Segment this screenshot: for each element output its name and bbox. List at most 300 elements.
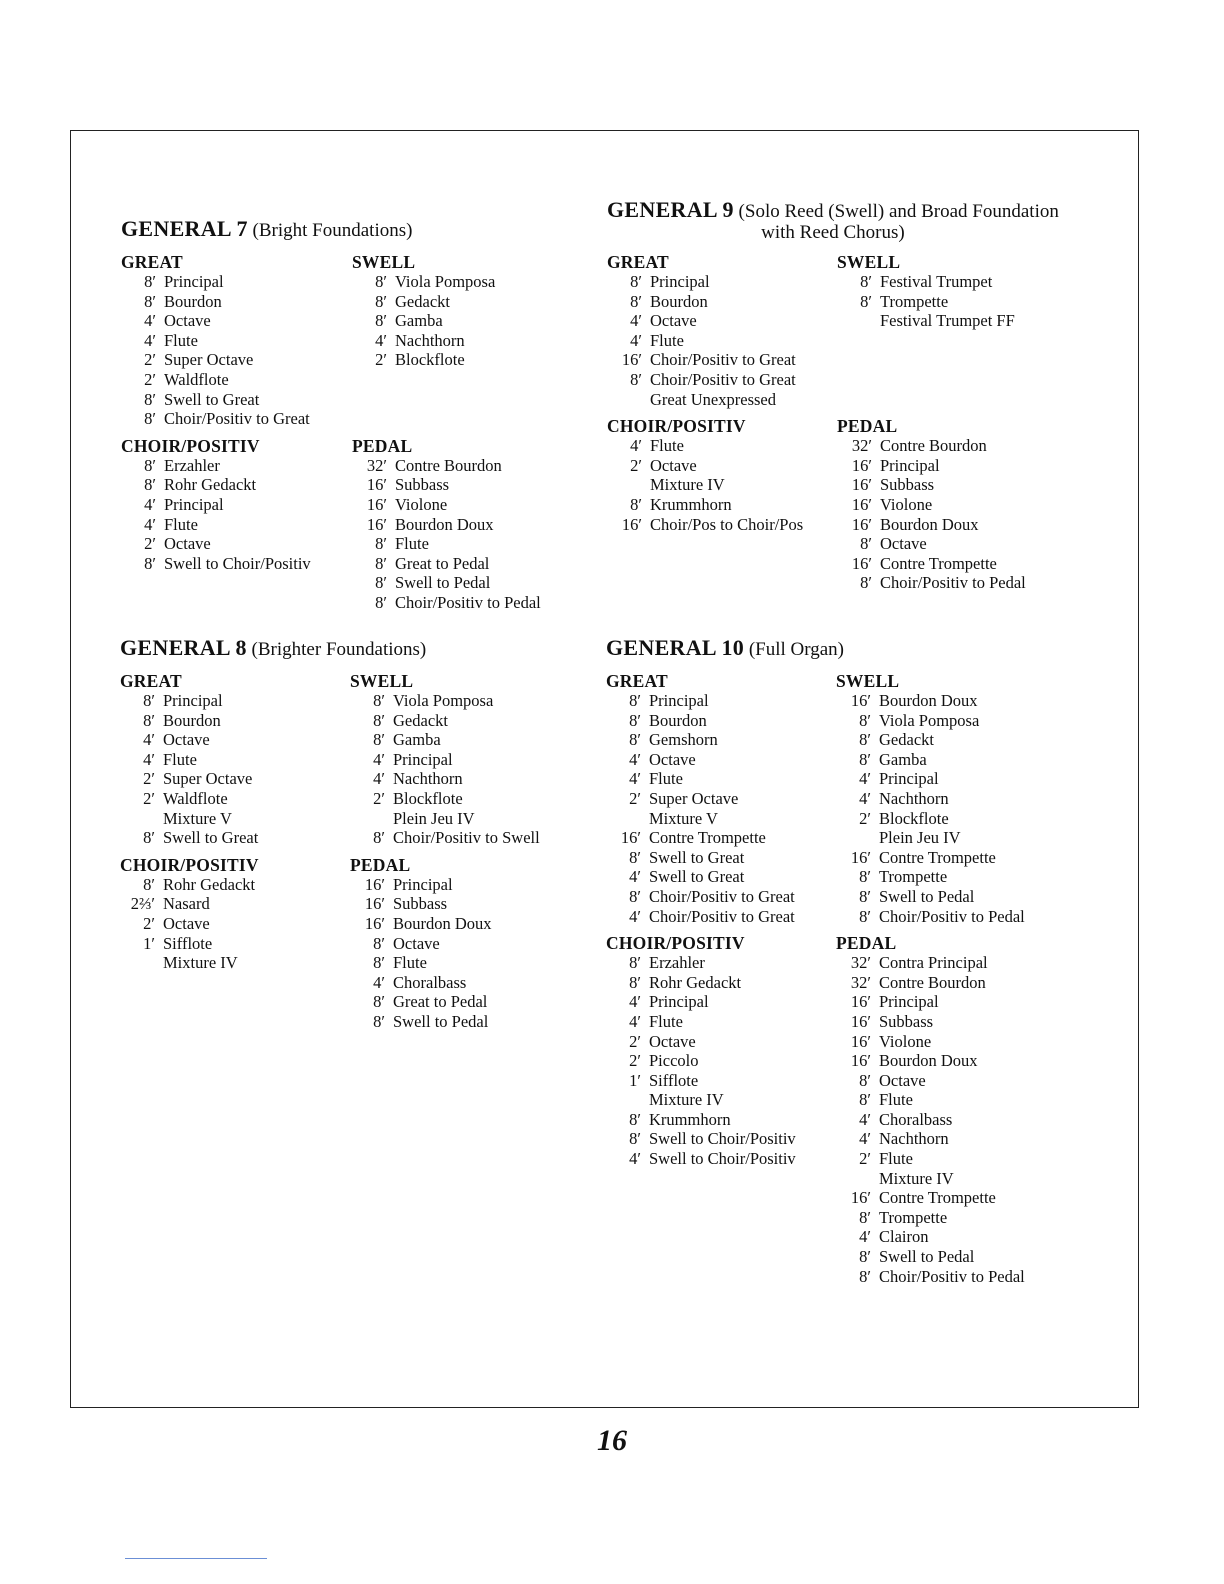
stop-name: Bourdon bbox=[649, 710, 707, 730]
stop-name: Choir/Positiv to Great bbox=[650, 350, 796, 370]
stop-row bbox=[352, 272, 541, 292]
stop-pitch: 8′ bbox=[859, 906, 871, 926]
stop-row bbox=[350, 828, 540, 848]
stop-row bbox=[350, 934, 540, 954]
stop-name: Flute bbox=[649, 1011, 683, 1031]
stop-pitch: 8′ bbox=[629, 886, 641, 906]
stop-name: Nasard bbox=[163, 894, 210, 914]
stop-row bbox=[836, 730, 1025, 750]
stop-name: Mixture IV bbox=[163, 953, 238, 973]
stop-pitch: 8′ bbox=[629, 710, 641, 730]
stop-name: Subbass bbox=[880, 475, 935, 495]
stop-name: Piccolo bbox=[649, 1051, 699, 1071]
stop-name: Contre Trompette bbox=[880, 553, 997, 573]
stop-row bbox=[352, 495, 541, 515]
stop-name: Mixture V bbox=[163, 808, 232, 828]
division-great bbox=[120, 671, 259, 848]
stop-name: Choir/Positiv to Swell bbox=[393, 828, 540, 848]
stop-row bbox=[120, 914, 259, 934]
stop-pitch: 8′ bbox=[373, 933, 385, 953]
stop-pitch bbox=[352, 390, 395, 410]
stop-pitch: 8′ bbox=[375, 592, 387, 612]
stop-row bbox=[121, 370, 311, 390]
stop-name: Rohr Gedackt bbox=[164, 475, 257, 495]
stop-pitch bbox=[607, 475, 650, 495]
stop-name: Flute bbox=[164, 330, 198, 350]
stop-pitch: 32′ bbox=[850, 953, 871, 973]
stop-name: Plein Jeu IV bbox=[393, 808, 475, 828]
stop-row bbox=[352, 390, 541, 410]
stop-name: Choir/Pos to Choir/Pos bbox=[650, 514, 804, 534]
stop-pitch: 16′ bbox=[851, 494, 872, 514]
stop-row bbox=[352, 370, 541, 390]
stop-pitch bbox=[352, 370, 395, 390]
stop-name: Bourdon Doux bbox=[879, 1051, 978, 1071]
stop-pitch: 16′ bbox=[851, 514, 872, 534]
stop-name bbox=[880, 370, 884, 390]
division-choir-positiv bbox=[121, 436, 311, 574]
stop-row bbox=[121, 534, 311, 554]
stop-pitch: 16′ bbox=[851, 475, 872, 495]
division-title: CHOIR/POSITIV bbox=[120, 854, 259, 875]
stop-name: Trompette bbox=[880, 291, 949, 311]
stop-row bbox=[352, 292, 541, 312]
general-subtitle: (Solo Reed (Swell) and Broad Foundation bbox=[738, 201, 1059, 222]
stop-pitch: 8′ bbox=[144, 272, 156, 291]
division-title: PEDAL bbox=[352, 435, 413, 456]
general-7 bbox=[121, 216, 541, 612]
division-title: SWELL bbox=[352, 252, 416, 272]
stop-pitch: 4′ bbox=[629, 1149, 641, 1169]
stop-pitch: 8′ bbox=[859, 867, 871, 887]
stop-pitch: 8′ bbox=[375, 272, 387, 291]
stop-row bbox=[607, 456, 803, 476]
stop-row bbox=[836, 1032, 1025, 1052]
stop-pitch bbox=[606, 809, 649, 829]
stop-pitch: 16′ bbox=[364, 913, 385, 933]
stop-name: Contre Bourdon bbox=[879, 972, 986, 992]
division-great bbox=[121, 252, 311, 429]
division-swell bbox=[352, 252, 541, 429]
general-subtitle: (Bright Foundations) bbox=[252, 220, 413, 241]
stop-name: Nachthorn bbox=[879, 788, 949, 808]
division-choir-positiv bbox=[120, 855, 259, 973]
general-column bbox=[121, 252, 311, 573]
stop-row bbox=[836, 1012, 1025, 1032]
stop-name: Violone bbox=[880, 494, 933, 514]
stop-row bbox=[837, 495, 1026, 515]
stop-row bbox=[837, 456, 1026, 476]
stop-name: Waldflote bbox=[164, 369, 229, 389]
stop-name: Festival Trumpet FF bbox=[880, 311, 1015, 331]
stop-pitch: 4′ bbox=[373, 972, 385, 992]
stop-row bbox=[836, 1169, 1025, 1189]
stop-row bbox=[607, 370, 803, 390]
stop-row bbox=[121, 456, 311, 476]
stop-row bbox=[836, 1188, 1025, 1208]
division-title: SWELL bbox=[836, 671, 900, 691]
stop-pitch: 4′ bbox=[375, 330, 387, 350]
stop-pitch: 4′ bbox=[143, 730, 155, 750]
stop-pitch: 16′ bbox=[851, 553, 872, 573]
stop-name: Flute bbox=[163, 749, 197, 769]
stop-pitch: 32′ bbox=[366, 455, 387, 475]
stop-row bbox=[607, 331, 803, 351]
stop-pitch bbox=[837, 370, 880, 390]
stop-pitch: 8′ bbox=[630, 494, 642, 514]
stop-name: Octave bbox=[880, 534, 927, 554]
stop-pitch bbox=[837, 350, 880, 370]
stop-row bbox=[836, 711, 1025, 731]
stop-pitch: 8′ bbox=[373, 828, 385, 848]
stop-name: Nachthorn bbox=[879, 1129, 949, 1149]
stop-name: Gedackt bbox=[395, 291, 450, 311]
stop-name: Great to Pedal bbox=[393, 992, 488, 1012]
stop-row bbox=[120, 750, 259, 770]
stop-pitch: 2′ bbox=[629, 1051, 641, 1071]
division-pedal bbox=[350, 855, 540, 1032]
general-column bbox=[120, 671, 259, 973]
stop-name: Swell to Great bbox=[649, 847, 745, 867]
stop-pitch bbox=[350, 809, 393, 829]
stop-name: Plein Jeu IV bbox=[879, 828, 961, 848]
stop-row bbox=[837, 390, 1026, 410]
stop-row bbox=[350, 730, 540, 750]
stop-pitch bbox=[120, 953, 163, 973]
stop-name: Flute bbox=[650, 330, 684, 350]
general-subtitle-line2: with Reed Chorus) bbox=[761, 222, 905, 243]
stop-name: Bourdon Doux bbox=[880, 514, 979, 534]
stop-name bbox=[395, 390, 399, 410]
stop-pitch: 4′ bbox=[629, 867, 641, 887]
stop-pitch: 8′ bbox=[373, 1011, 385, 1031]
division-swell bbox=[837, 252, 1026, 409]
stop-name: Blockflote bbox=[393, 788, 463, 808]
stop-name: Flute bbox=[879, 1149, 913, 1169]
stop-pitch: 8′ bbox=[629, 1109, 641, 1129]
stop-name: Gamba bbox=[393, 730, 441, 750]
stop-pitch: 4′ bbox=[373, 769, 385, 789]
stop-name bbox=[395, 370, 399, 390]
stop-pitch: 16′ bbox=[850, 1051, 871, 1071]
general-name: GENERAL 10 bbox=[606, 635, 745, 660]
stop-row bbox=[837, 475, 1026, 495]
stop-name: Octave bbox=[163, 913, 210, 933]
stop-name: Flute bbox=[164, 514, 198, 534]
scan-artifact-line bbox=[125, 1558, 267, 1559]
stop-pitch: 2′ bbox=[375, 350, 387, 370]
stop-name: Viola Pomposa bbox=[879, 710, 980, 730]
general-subtitle: (Full Organ) bbox=[748, 639, 845, 660]
stop-pitch: 8′ bbox=[629, 730, 641, 750]
stop-pitch: 8′ bbox=[144, 389, 156, 409]
stop-name: Choir/Positiv to Pedal bbox=[880, 573, 1026, 593]
stop-pitch: 16′ bbox=[850, 847, 871, 867]
stop-row bbox=[837, 292, 1026, 312]
general-9 bbox=[607, 197, 1059, 593]
stop-name: Mixture V bbox=[649, 808, 718, 828]
stop-row bbox=[350, 769, 540, 789]
stop-pitch: 4′ bbox=[143, 749, 155, 769]
stop-name: Principal bbox=[393, 874, 453, 894]
stop-pitch: 2′ bbox=[630, 455, 642, 475]
stop-row bbox=[352, 534, 541, 554]
stop-name: Mixture IV bbox=[649, 1090, 724, 1110]
stop-row bbox=[120, 828, 259, 848]
stop-row bbox=[837, 534, 1026, 554]
stop-row bbox=[607, 475, 803, 495]
stop-row bbox=[606, 1129, 796, 1149]
stop-row bbox=[350, 992, 540, 1012]
stop-pitch: 16′ bbox=[850, 691, 871, 710]
division-title: SWELL bbox=[350, 671, 414, 691]
stop-pitch: 8′ bbox=[143, 874, 155, 894]
stop-row bbox=[352, 311, 541, 331]
stop-row bbox=[350, 973, 540, 993]
stop-row bbox=[606, 907, 796, 927]
stop-pitch: 16′ bbox=[850, 992, 871, 1012]
stop-row bbox=[120, 934, 259, 954]
stop-row bbox=[606, 1032, 796, 1052]
stop-pitch: 8′ bbox=[859, 1247, 871, 1267]
stop-pitch: 8′ bbox=[375, 311, 387, 331]
stop-name: Mixture IV bbox=[650, 475, 725, 495]
stop-pitch: 4′ bbox=[859, 1227, 871, 1247]
division-swell bbox=[350, 671, 540, 848]
division-title: GREAT bbox=[607, 252, 669, 272]
stop-name: Erzahler bbox=[649, 953, 705, 973]
stop-pitch: 8′ bbox=[859, 1266, 871, 1286]
stop-name: Sifflote bbox=[649, 1070, 699, 1090]
stop-row bbox=[350, 914, 540, 934]
stop-row bbox=[120, 894, 259, 914]
stop-name: Super Octave bbox=[163, 769, 253, 789]
stop-pitch: 8′ bbox=[629, 847, 641, 867]
stop-pitch: 16′ bbox=[621, 514, 642, 534]
stop-pitch: 16′ bbox=[364, 894, 385, 914]
stop-pitch: 8′ bbox=[860, 272, 872, 291]
stop-row bbox=[352, 409, 541, 429]
stop-row bbox=[606, 848, 796, 868]
general-heading bbox=[607, 199, 1059, 243]
stop-pitch: 8′ bbox=[375, 553, 387, 573]
stop-pitch: 32′ bbox=[850, 972, 871, 992]
stop-row bbox=[836, 887, 1025, 907]
stop-pitch: 16′ bbox=[621, 350, 642, 370]
stop-row bbox=[607, 292, 803, 312]
stop-pitch: 16′ bbox=[850, 1011, 871, 1031]
stop-pitch: 8′ bbox=[860, 573, 872, 593]
stop-row bbox=[607, 311, 803, 331]
division-title: SWELL bbox=[837, 252, 901, 272]
stop-name: Swell to Pedal bbox=[879, 886, 975, 906]
stop-pitch: 1′ bbox=[143, 933, 155, 953]
stop-pitch: 8′ bbox=[373, 992, 385, 1012]
division-great bbox=[607, 252, 803, 409]
stop-pitch: 8′ bbox=[375, 573, 387, 593]
stop-row bbox=[606, 1149, 796, 1169]
stop-row bbox=[837, 272, 1026, 292]
stop-pitch: 4′ bbox=[373, 749, 385, 769]
stop-name: Viola Pomposa bbox=[395, 272, 496, 291]
stop-name: Subbass bbox=[395, 475, 450, 495]
division-title: CHOIR/POSITIV bbox=[607, 416, 746, 437]
stop-pitch bbox=[607, 390, 650, 410]
stop-name: Viola Pomposa bbox=[393, 691, 494, 710]
stop-name: Gamba bbox=[879, 749, 927, 769]
general-heading bbox=[121, 218, 412, 241]
stop-name: Swell to Pedal bbox=[395, 573, 491, 593]
stop-row bbox=[121, 554, 311, 574]
stop-row bbox=[120, 730, 259, 750]
stop-pitch: 2′ bbox=[143, 769, 155, 789]
stop-pitch: 16′ bbox=[364, 874, 385, 894]
stop-row bbox=[350, 953, 540, 973]
stop-name: Gedackt bbox=[879, 730, 934, 750]
stop-name: Rohr Gedackt bbox=[649, 972, 742, 992]
stop-row bbox=[837, 573, 1026, 593]
stop-row bbox=[837, 331, 1026, 351]
stop-pitch: 8′ bbox=[143, 710, 155, 730]
division-title: PEDAL bbox=[837, 416, 898, 437]
stop-row bbox=[606, 691, 796, 711]
general-column bbox=[837, 252, 1026, 593]
stop-name: Octave bbox=[879, 1070, 926, 1090]
stop-pitch: 2′ bbox=[143, 913, 155, 933]
stop-pitch: 8′ bbox=[629, 972, 641, 992]
stop-row bbox=[836, 1129, 1025, 1149]
stop-name: Blockflote bbox=[395, 350, 465, 370]
stop-pitch: 4′ bbox=[629, 749, 641, 769]
stop-row bbox=[606, 992, 796, 1012]
stop-pitch: 8′ bbox=[375, 291, 387, 311]
stop-name: Subbass bbox=[393, 894, 448, 914]
stop-pitch: 8′ bbox=[373, 691, 385, 710]
stop-name: Flute bbox=[879, 1090, 913, 1110]
division-pedal bbox=[836, 933, 1025, 1286]
stop-name: Principal bbox=[880, 455, 940, 475]
general-column bbox=[350, 671, 540, 1032]
stop-name: Bourdon Doux bbox=[879, 691, 978, 710]
general-column bbox=[607, 252, 803, 534]
stop-name: Flute bbox=[395, 534, 429, 554]
stop-row bbox=[836, 691, 1025, 711]
stop-pitch: 32′ bbox=[851, 436, 872, 456]
stop-name: Erzahler bbox=[164, 455, 220, 475]
stop-row bbox=[120, 789, 259, 809]
stop-row bbox=[837, 311, 1026, 331]
stop-name: Mixture IV bbox=[879, 1168, 954, 1188]
page-number: 16 bbox=[597, 1424, 627, 1457]
stop-name: Flute bbox=[393, 953, 427, 973]
stop-pitch: 8′ bbox=[629, 1129, 641, 1149]
division-title: GREAT bbox=[120, 671, 182, 691]
stop-row bbox=[836, 848, 1025, 868]
stop-pitch: 8′ bbox=[629, 953, 641, 973]
stop-pitch: 4′ bbox=[859, 1109, 871, 1129]
stop-row bbox=[352, 573, 541, 593]
stop-row bbox=[606, 887, 796, 907]
stop-row bbox=[606, 711, 796, 731]
division-title: CHOIR/POSITIV bbox=[121, 435, 260, 456]
stop-pitch: 8′ bbox=[859, 1207, 871, 1227]
stop-row bbox=[836, 992, 1025, 1012]
stop-row bbox=[606, 867, 796, 887]
stop-row bbox=[836, 1149, 1025, 1169]
stop-row bbox=[837, 370, 1026, 390]
stop-row bbox=[120, 953, 259, 973]
stop-name: Nachthorn bbox=[395, 330, 465, 350]
stop-name: Choralbass bbox=[393, 972, 467, 992]
stop-row bbox=[836, 1247, 1025, 1267]
stop-pitch: 4′ bbox=[629, 1011, 641, 1031]
stop-row bbox=[606, 730, 796, 750]
stop-pitch bbox=[837, 311, 880, 331]
division-pedal bbox=[352, 436, 541, 613]
stop-row bbox=[352, 554, 541, 574]
stop-row bbox=[836, 789, 1025, 809]
stop-row bbox=[350, 711, 540, 731]
stop-name: Swell to Great bbox=[163, 828, 259, 848]
stop-pitch bbox=[837, 390, 880, 410]
stop-pitch: 2′ bbox=[859, 1149, 871, 1169]
stop-row bbox=[837, 554, 1026, 574]
stop-pitch: 2′ bbox=[373, 788, 385, 808]
stop-row bbox=[607, 390, 803, 410]
stop-row bbox=[120, 769, 259, 789]
stop-row bbox=[352, 350, 541, 370]
stop-name: Bourdon bbox=[164, 291, 222, 311]
stop-name: Choir/Positiv to Great bbox=[164, 409, 310, 429]
stop-row bbox=[121, 331, 311, 351]
stop-pitch: 8′ bbox=[630, 369, 642, 389]
stop-pitch: 4′ bbox=[144, 514, 156, 534]
stop-name: Super Octave bbox=[649, 788, 739, 808]
stop-name: Krummhorn bbox=[649, 1109, 731, 1129]
stop-pitch: 4′ bbox=[144, 330, 156, 350]
stop-name: Octave bbox=[163, 730, 210, 750]
stop-pitch bbox=[836, 828, 879, 848]
general-column bbox=[606, 671, 796, 1169]
stop-name: Bourdon bbox=[163, 710, 221, 730]
stop-name: Octave bbox=[164, 534, 211, 554]
general-column bbox=[836, 671, 1025, 1286]
stop-pitch: 4′ bbox=[630, 436, 642, 456]
stop-pitch: 8′ bbox=[144, 475, 156, 495]
stop-name: Sifflote bbox=[163, 933, 213, 953]
division-title: GREAT bbox=[121, 252, 183, 272]
stop-row bbox=[352, 593, 541, 613]
stop-row bbox=[836, 907, 1025, 927]
stop-name: Principal bbox=[879, 992, 939, 1012]
stop-pitch: 8′ bbox=[859, 730, 871, 750]
stop-pitch: 4′ bbox=[144, 494, 156, 514]
stop-row bbox=[836, 1208, 1025, 1228]
stop-row bbox=[606, 769, 796, 789]
division-title: CHOIR/POSITIV bbox=[606, 933, 745, 954]
stop-name: Flute bbox=[650, 436, 684, 456]
stop-pitch: 4′ bbox=[629, 906, 641, 926]
stop-name: Trompette bbox=[879, 867, 948, 887]
stop-name: Principal bbox=[164, 494, 224, 514]
stop-row bbox=[836, 1227, 1025, 1247]
stop-row bbox=[350, 894, 540, 914]
stop-row bbox=[350, 809, 540, 829]
stop-pitch: 2′ bbox=[144, 350, 156, 370]
stop-pitch: 8′ bbox=[629, 691, 641, 710]
stop-name: Nachthorn bbox=[393, 769, 463, 789]
stop-pitch: 4′ bbox=[629, 769, 641, 789]
